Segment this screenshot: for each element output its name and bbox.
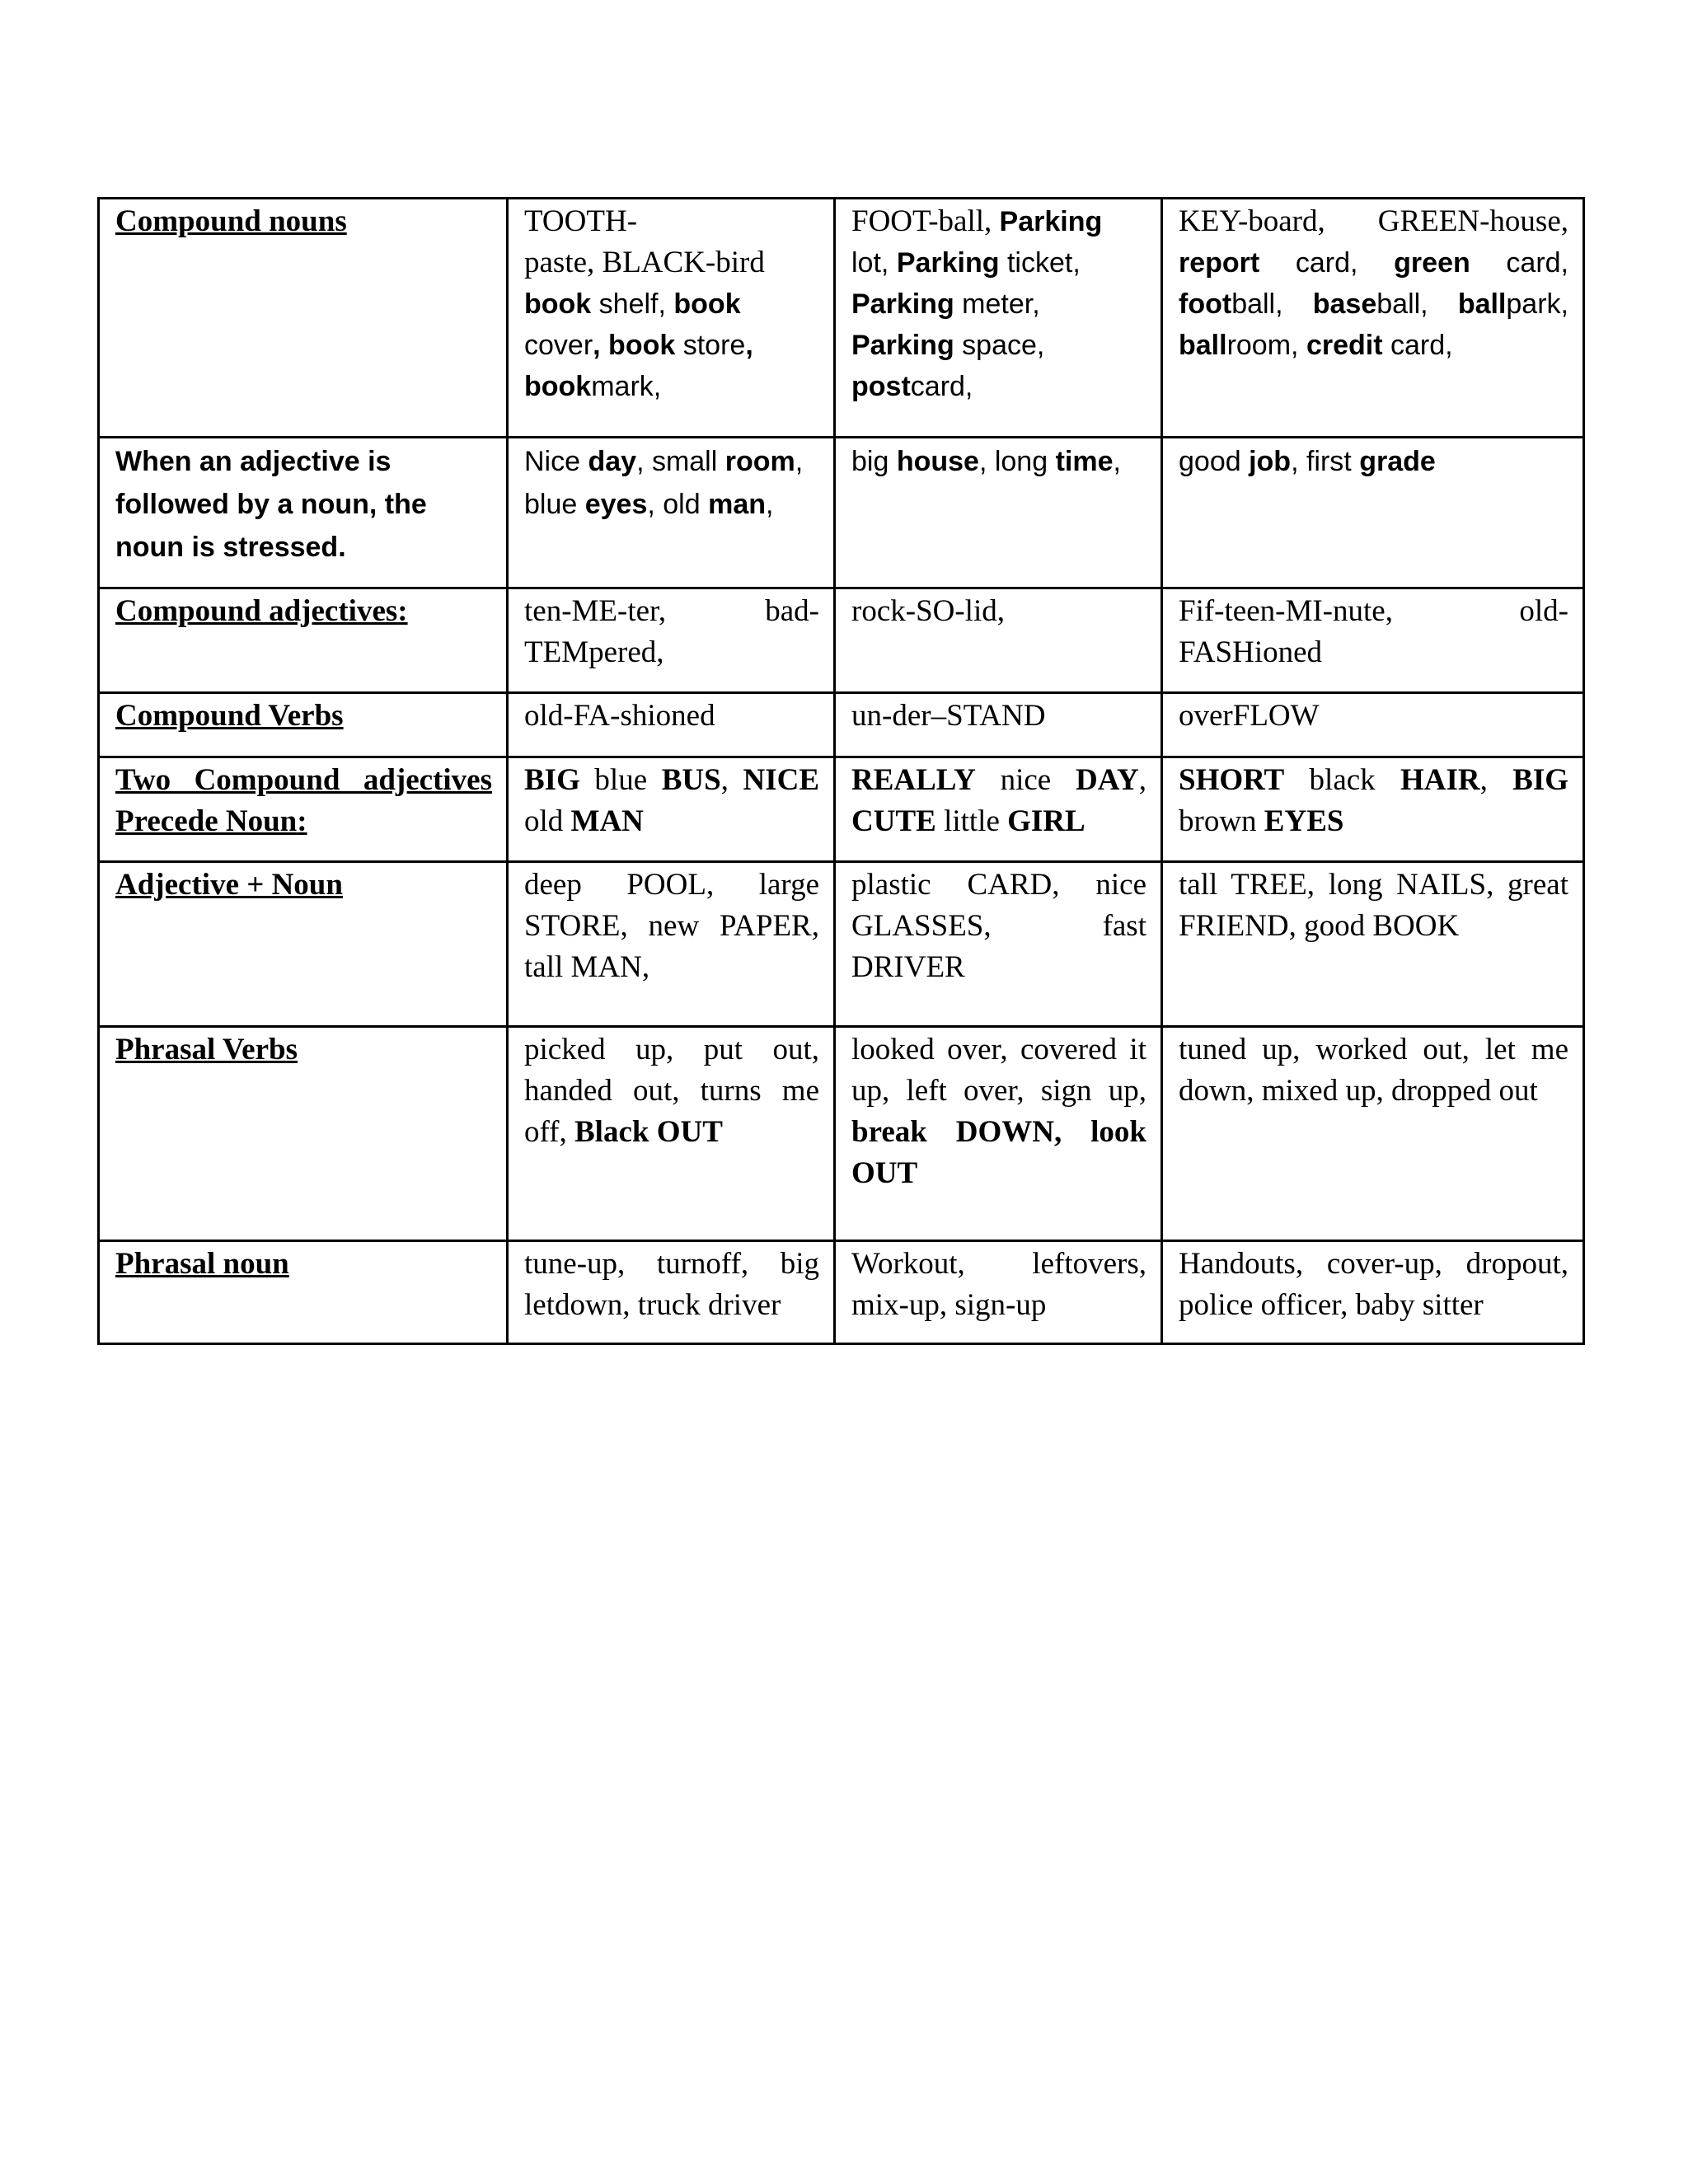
example-cell-1 (508, 588, 835, 693)
cell-text: room (724, 446, 795, 477)
category-cell (99, 862, 508, 1027)
example-cell-3 (1162, 862, 1584, 1027)
cell-text: looked over, covered it up, left over, sign up, (851, 1033, 1146, 1108)
cell-text: meter, (954, 288, 1040, 320)
cell-text: ball, (1231, 288, 1313, 320)
cell-text: Phrasal Verbs (115, 1033, 298, 1066)
example-cell-1 (508, 438, 835, 588)
table-row (99, 757, 1584, 862)
cell-text: park, (1506, 288, 1568, 320)
cell-text: ticket, (999, 247, 1081, 279)
cell-text: book (673, 288, 741, 320)
stress-patterns-table (97, 197, 1585, 1345)
example-cell-3 (1162, 1241, 1584, 1344)
cell-text: BIG (524, 763, 580, 797)
cell-text: brown (1179, 804, 1264, 838)
cell-text: grade (1359, 446, 1436, 477)
cell-text: space, (954, 330, 1045, 361)
category-cell (99, 438, 508, 588)
cell-text: SHORT (1179, 763, 1285, 797)
cell-text: When an adjective is followed by a noun, the noun is stressed. (115, 446, 427, 563)
table-row (99, 199, 1584, 438)
cell-text: NICE (743, 763, 820, 797)
cell-text: Compound Verbs (115, 699, 344, 733)
cell-text: tall TREE, long NAILS, great FRIEND, good BOOK (1179, 868, 1568, 943)
cell-text: card, (1259, 247, 1395, 279)
cell-text: day (588, 446, 637, 477)
cell-text: mark, (591, 371, 662, 402)
table-row (99, 1027, 1584, 1241)
cell-text: TOOTH-paste, (524, 204, 638, 279)
cell-text: ball (1179, 330, 1227, 361)
example-cell-2 (835, 1027, 1162, 1241)
cell-text: , (1138, 763, 1146, 797)
cell-text: Parking (999, 206, 1103, 237)
cell-text: tuned up, worked out, let me down, mixed up, dropped out (1179, 1033, 1568, 1108)
table-row (99, 693, 1584, 757)
cell-text: DAY (1075, 763, 1139, 797)
cell-text: BLACK-bird (594, 246, 765, 279)
cell-text: Nice (524, 446, 588, 477)
example-cell-3 (1162, 1027, 1584, 1241)
cell-text: good (1179, 446, 1250, 477)
example-cell-2 (835, 693, 1162, 757)
cell-text: : (297, 804, 307, 838)
cell-text: Compound nouns (115, 204, 347, 238)
cell-text: Parking (851, 288, 954, 320)
cell-text: BUS (661, 763, 721, 797)
example-cell-3 (1162, 757, 1584, 862)
table-body (99, 199, 1584, 1344)
cell-text: CUTE (851, 804, 936, 838)
cell-text: base (1312, 288, 1377, 320)
cell-text: Workout, leftovers, mix-up, sign-up (851, 1247, 1146, 1322)
cell-text: ball, (1376, 288, 1458, 320)
cell-text: , long (978, 446, 1056, 477)
cell-text (601, 330, 608, 361)
cell-text: picked up, put out, handed out, turns me off, (524, 1033, 819, 1149)
table-row (99, 862, 1584, 1027)
cell-text: store (675, 330, 746, 361)
cell-text: , (593, 330, 601, 361)
example-cell-2 (835, 438, 1162, 588)
cell-text: , small (636, 446, 725, 477)
cell-text: lot, (851, 247, 897, 279)
cell-text: KEY-board, GREEN-house, (1179, 204, 1568, 238)
cell-text: HAIR (1400, 763, 1480, 797)
cell-text: , blue (524, 446, 804, 520)
cell-text: nice (975, 763, 1076, 797)
cell-text: Black OUT (574, 1115, 723, 1149)
cell-text: credit (1306, 330, 1383, 361)
example-cell-2 (835, 588, 1162, 693)
cell-text: cover (524, 330, 593, 361)
example-cell-3 (1162, 438, 1584, 588)
example-cell-1 (508, 1241, 835, 1344)
cell-text: time (1055, 446, 1114, 477)
cell-text: Handouts, cover-up, dropout, police officer, baby sitter (1179, 1247, 1568, 1322)
cell-text: break DOWN, look OUT (851, 1115, 1146, 1190)
cell-text: room, (1226, 330, 1306, 361)
cell-text: card, (1470, 247, 1568, 279)
cell-text: Fif-teen-MI-nute, old- FASHioned (1179, 594, 1568, 669)
cell-text: book (608, 330, 676, 361)
cell-text: tune-up, turnoff, big letdown, truck driver (524, 1247, 819, 1322)
cell-text: Parking (896, 247, 1000, 279)
cell-text: GIRL (1007, 804, 1085, 838)
example-cell-2 (835, 757, 1162, 862)
cell-text: big (851, 446, 897, 477)
example-cell-1 (508, 693, 835, 757)
example-cell-3 (1162, 693, 1584, 757)
example-cell-1 (508, 862, 835, 1027)
cell-text: old-FA-shioned (524, 699, 715, 733)
cell-text: Phrasal noun (115, 1247, 289, 1281)
cell-text: job (1249, 446, 1292, 477)
cell-text: deep POOL, large STORE, new PAPER, tall MAN, (524, 868, 819, 984)
cell-text: house (896, 446, 979, 477)
example-cell-2 (835, 862, 1162, 1027)
example-cell-3 (1162, 588, 1584, 693)
cell-text: , (1113, 446, 1121, 477)
cell-text: BIG (1512, 763, 1568, 797)
cell-text: , (745, 330, 753, 361)
cell-text: Compound adjectives (115, 594, 398, 628)
cell-text: : (397, 594, 408, 628)
cell-text: , (766, 489, 774, 520)
category-cell (99, 199, 508, 438)
cell-text: FOOT-ball, (851, 204, 1000, 238)
example-cell-2 (835, 1241, 1162, 1344)
cell-text: ten-ME-ter, bad- TEMpered, (524, 594, 819, 669)
cell-text: black (1284, 763, 1400, 797)
category-cell (99, 588, 508, 693)
cell-text: man (708, 489, 767, 520)
cell-text: rock-SO-lid, (851, 594, 1005, 628)
cell-text: , old (647, 489, 709, 520)
cell-text: book (524, 371, 592, 402)
cell-text: report (1179, 247, 1260, 279)
cell-text: , (1479, 763, 1513, 797)
example-cell-3 (1162, 199, 1584, 438)
cell-text: plastic CARD, nice GLASSES, fast DRIVER (851, 868, 1146, 984)
example-cell-1 (508, 1027, 835, 1241)
cell-text: un-der–STAND (851, 699, 1046, 733)
cell-text: overFLOW (1179, 699, 1320, 733)
cell-text: eyes (584, 489, 648, 520)
cell-text: Two Compound adjectives Precede Noun (115, 763, 492, 838)
category-cell (99, 1027, 508, 1241)
cell-text: card, (1382, 330, 1453, 361)
cell-text: Adjective + Noun (115, 868, 343, 902)
cell-text: foot (1179, 288, 1232, 320)
example-cell-2 (835, 199, 1162, 438)
example-cell-1 (508, 757, 835, 862)
cell-text: , first (1291, 446, 1360, 477)
table-row (99, 588, 1584, 693)
cell-text: post (851, 371, 911, 402)
cell-text: ball (1457, 288, 1507, 320)
cell-text: EYES (1264, 804, 1344, 838)
example-cell-1 (508, 199, 835, 438)
cell-text: book (524, 288, 592, 320)
category-cell (99, 1241, 508, 1344)
table-row (99, 438, 1584, 588)
cell-text: card, (910, 371, 973, 402)
cell-text: little (935, 804, 1008, 838)
cell-text: green (1394, 247, 1470, 279)
cell-text: shelf, (591, 288, 674, 320)
cell-text: Parking (851, 330, 954, 361)
category-cell (99, 693, 508, 757)
cell-text: , (720, 763, 743, 797)
cell-text: MAN (570, 804, 644, 838)
cell-text: REALLY (851, 763, 976, 797)
table-row (99, 1241, 1584, 1344)
cell-text: old (524, 804, 571, 838)
cell-text: blue (579, 763, 662, 797)
category-cell (99, 757, 508, 862)
